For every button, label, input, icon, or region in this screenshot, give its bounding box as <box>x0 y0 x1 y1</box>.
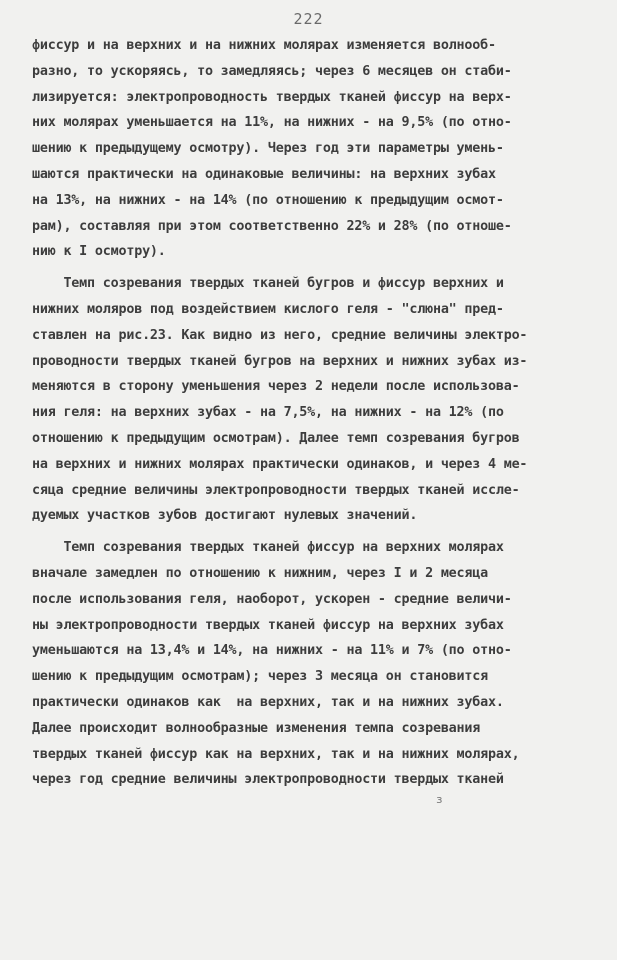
text-line: разно, то ускоряясь, то замедляясь; через 6 месяцев он стаби- <box>32 63 512 79</box>
text-line: уменьшаются на 13,4% и 14%, на нижних - на 11% и 7% (по отно- <box>32 643 512 659</box>
text-line: шению к предыдущим осмотрам); через 3 месяца он становится <box>32 669 488 685</box>
stray-mark: з <box>436 793 443 806</box>
text-line: отношению к предыдущим осмотрам). Далее темп созревания бугров <box>32 430 520 446</box>
text-line: ставлен на рис.23. Как видно из него, средние величины электро- <box>32 327 528 343</box>
text-line: сяца средние величины электропроводности твердых тканей иссле- <box>32 482 520 498</box>
text-line: практически одинаков как на верхних, так и на нижних зубах. <box>32 694 504 710</box>
text-line: них молярах уменьшается на 11%, на нижних - на 9,5% (по отно- <box>32 115 512 131</box>
text-line: Далее происходит волнообразные изменения темпа созревания <box>32 720 481 736</box>
paragraph <box>32 271 588 529</box>
text-line: меняются в сторону уменьшения через 2 недели после использова- <box>32 379 520 395</box>
text-line: на 13%, на нижних - на 14% (по отношению к предыдущим осмот- <box>32 192 504 208</box>
text-line: после использования геля, наоборот, ускорен - средние величи- <box>32 591 512 607</box>
text-line: дуемых участков зубов достигают нулевых значений. <box>32 508 418 524</box>
text-line: через год средние величины электропроводности твердых тканей <box>32 772 504 788</box>
text-line: ния геля: на верхних зубах - на 7,5%, на нижних - на 12% (по <box>32 405 504 421</box>
text-line: лизируется: электропроводность твердых тканей фиссур на верх- <box>32 89 512 105</box>
text-line: вначале замедлен по отношению к нижним, через I и 2 месяца <box>32 565 488 581</box>
body-text <box>32 33 588 793</box>
text-line: фиссур и на верхних и на нижних молярах изменяется волнооб- <box>32 38 496 53</box>
text-line: шаются практически на одинаковые величины: на верхних зубах <box>32 166 496 182</box>
text-line: ны электропроводности твердых тканей фиссур на верхних зубах <box>32 617 504 633</box>
text-line: нижних моляров под воздействием кислого геля - "слюна" пред- <box>32 301 504 317</box>
text-line: проводности твердых тканей бугров на верхних и нижних зубах из- <box>32 353 528 369</box>
paragraph <box>32 33 588 265</box>
text-line: Темп созревания твердых тканей бугров и фиссур верхних и <box>32 276 504 292</box>
text-line: нию к I осмотру). <box>32 244 166 260</box>
text-line: шению к предыдущему осмотру). Через год эти параметры умень- <box>32 141 504 157</box>
text-line: твердых тканей фиссур как на верхних, так и на нижних молярах, <box>32 746 520 762</box>
page-number: 222 <box>293 10 324 28</box>
text-line: рам), составляя при этом соответственно 22% и 28% (по отноше- <box>32 218 512 234</box>
paragraph <box>32 535 588 793</box>
text-line: на верхних и нижних молярах практически одинаков, и через 4 ме- <box>32 456 528 472</box>
text-line: Темп созревания твердых тканей фиссур на верхних молярах <box>32 540 504 556</box>
